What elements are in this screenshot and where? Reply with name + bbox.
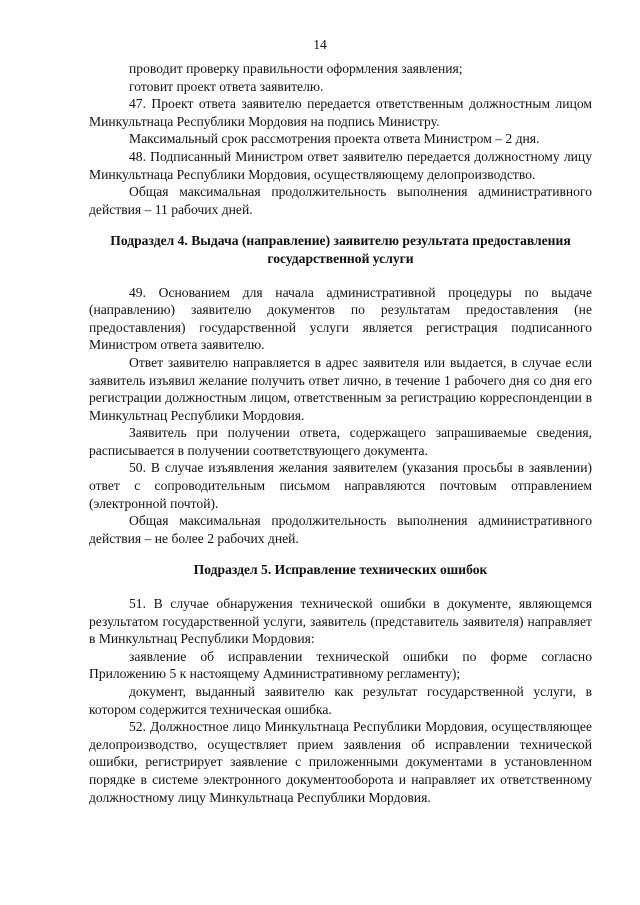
section-heading: Подраздел 4. Выдача (направление) заявителю результата предоставления государственной услуги [110,233,571,266]
paragraph: Заявитель при получении ответа, содержащего запрашиваемые сведения, расписывается в получении соответствующего документа. [89,425,592,458]
paragraph: Общая максимальная продолжительность выполнения административного действия – не более 2 рабочих дней. [89,513,592,546]
paragraph: проводит проверку правильности оформления заявления; [129,61,463,76]
paragraph: документ, выданный заявителю как результат государственной услуги, в котором содержится техническая ошибка. [89,684,592,717]
paragraph: 50. В случае изъявления желания заявителем (указания просьбы в заявлении) ответ с сопроводительным письмом направляются почтовым отправлением (электронной почтой). [89,460,592,511]
paragraph: 47. Проект ответа заявителю передается ответственным должностным лицом Минкультнаца Республики Мордовия на подпись Министру. [89,96,592,129]
paragraph: 51. В случае обнаружения технической ошибки в документе, являющемся результатом государственной услуги, заявитель (представитель заявителя) направляет в Минкультнац Республики Мордовия: [89,596,592,647]
page-number: 14 [313,37,327,52]
paragraph: Максимальный срок рассмотрения проекта ответа Министром – 2 дня. [129,131,540,147]
paragraph: 49. Основанием для начала административной процедуры по выдаче (направлению) заявителю документов по результатам предоставления (не предоставления) государственной услуги является регистрация подписанного Министром ответа заявителю. [89,284,592,353]
paragraph: заявление об исправлении технической ошибки по форме согласно Приложению 5 к настоящему Административному регламенту); [89,648,592,682]
paragraph: 52. Должностное лицо Минкультнаца Республики Мордовия, осуществляющее делопроизводство, осуществляет прием заявления об исправлении технической ошибки, регистрирует заявление с приложенными документами в установленном порядке в системе электронного документооборота и направляет их ответственному должностному лицу Минкультнаца Республики Мордовия. [89,719,592,805]
document-body [89,60,592,806]
section-heading: Подраздел 5. Исправление технических ошибок [193,562,488,578]
paragraph: 48. Подписанный Министром ответ заявителю передается должностному лицу Минкультнаца Республики Мордовия, осуществляющему делопроизводство. [89,148,592,182]
paragraph: Ответ заявителю направляется в адрес заявителя или выдается, в случае если заявитель изъявил желание получить ответ лично, в течение 1 рабочего дня со дня его регистрации должностным лицом, ответственным за регистрацию корреспонденции в Минкультнац Республики Мордовия. [89,354,592,423]
paragraph: Общая максимальная продолжительность выполнения административного действия – 11 рабочих дней. [89,184,592,217]
paragraph: готовит проект ответа заявителю. [129,78,324,94]
